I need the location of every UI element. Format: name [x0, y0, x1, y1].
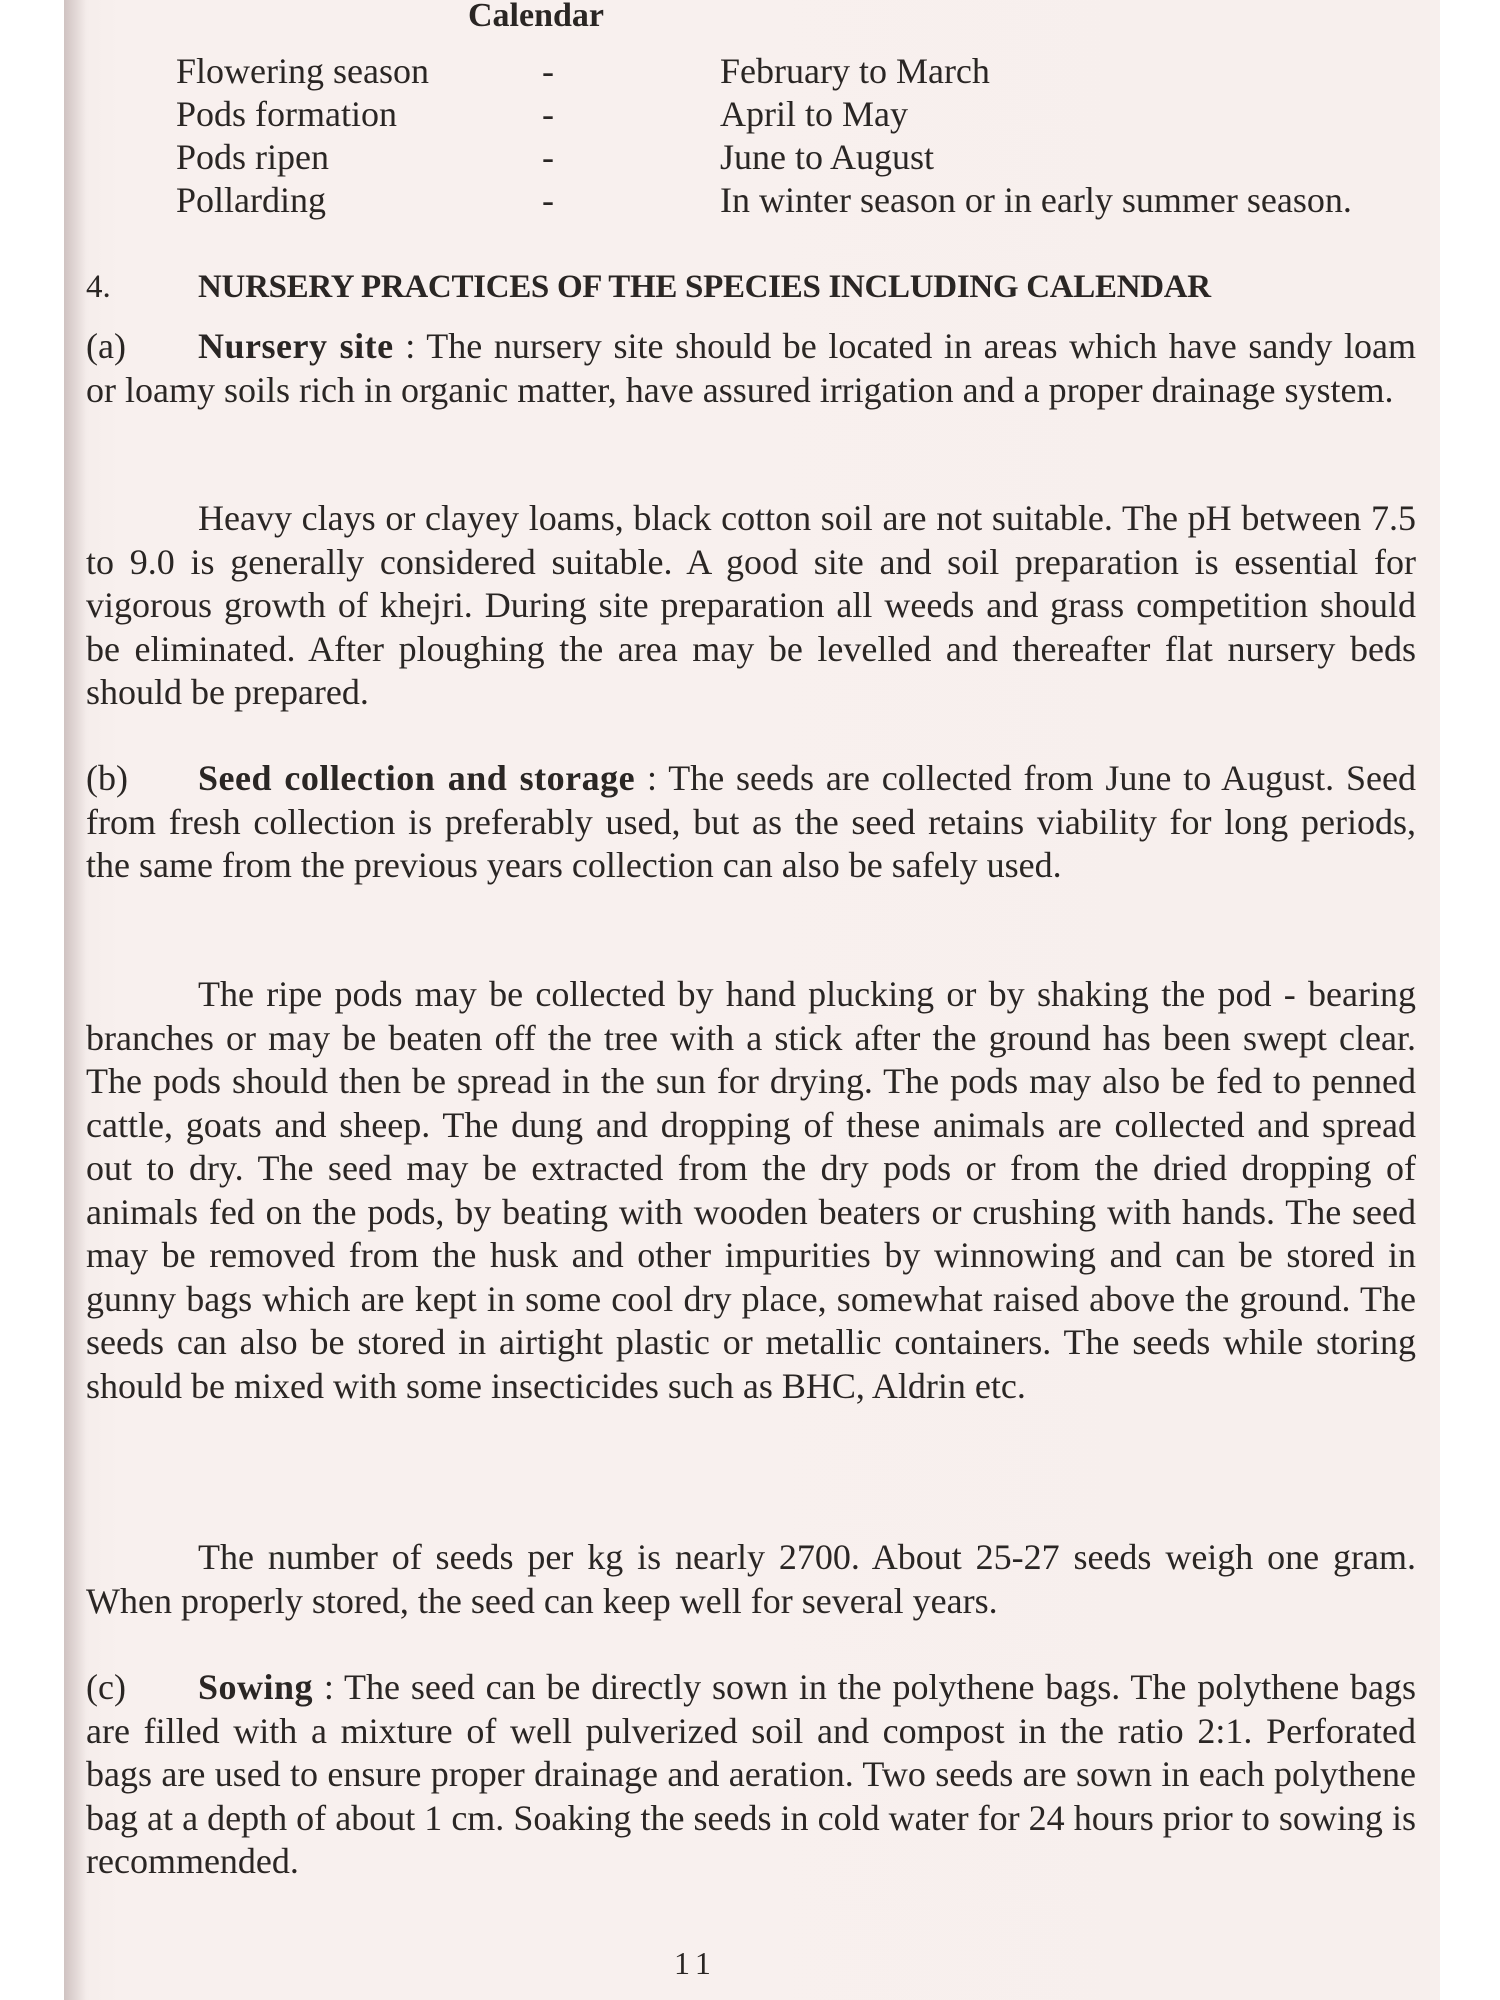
calendar-dash: - — [542, 51, 554, 91]
calendar-label: Pollarding — [176, 180, 326, 220]
calendar-dash: - — [542, 180, 554, 220]
gutter-shadow — [64, 0, 86, 2000]
page-number: 11 — [674, 1945, 717, 1981]
seed-collection-paragraph — [86, 757, 1416, 888]
subsection-letter: (c) — [86, 1667, 126, 1707]
soil-paragraph: Heavy clays or clayey loams, black cotton soil are not suitable. The pH between 7.5 to 9.0 is generally considered suitable. A good site and soil preparation is essential for vigorous growth of khejri. During site preparation all weeds and grass competition should be eliminated. After ploughing the area may be levelled and thereafter flat nursery beds should be prepared. — [86, 498, 1416, 712]
seed-count-paragraph: The number of seeds per kg is nearly 2700. About 25-27 seeds weigh one gram. When properly stored, the seed can keep well for several years. — [86, 1537, 1416, 1621]
calendar-label: Pods ripen — [176, 137, 329, 177]
nursery-site-paragraph — [86, 325, 1416, 412]
subsection-letter: (b) — [86, 758, 128, 798]
calendar-value: In winter season or in early summer season. — [720, 180, 1352, 220]
calendar-dash: - — [542, 94, 554, 134]
sowing-paragraph — [86, 1666, 1416, 1884]
paragraph-text: : The nursery site should be located in areas which have sandy loam or loamy soils rich in organic matter, have assured irrigation and a proper drainage system. — [86, 326, 1416, 410]
subsection-heading: Seed collection and storage — [198, 758, 636, 798]
calendar-dash: - — [542, 137, 554, 177]
pods-paragraph: The ripe pods may be collected by hand plucking or by shaking the pod - bearing branches or may be beaten off the tree with a stick after the ground has been swept clear. The pods should then be spread in the sun for drying. The pods may also be fed to penned cattle, goats and sheep. The dung and dropping of these animals are collected and spread out to dry. The seed may be extracted from the dry pods or from the dried dropping of animals fed on the pods, by beating with wooden beaters or crushing with hands. The seed may be removed from the husk and other impurities by winnowing and can be stored in gunny bags which are kept in some cool dry place, somewhat raised above the ground. The seeds can also be stored in airtight plastic or metallic containers. The seeds while storing should be mixed with some insecticides such as BHC, Aldrin etc. — [86, 974, 1416, 1406]
calendar-title: Calendar — [468, 0, 604, 34]
calendar-label: Flowering season — [176, 51, 429, 91]
calendar-value: April to May — [720, 94, 908, 134]
subsection-letter: (a) — [86, 326, 126, 366]
calendar-value: February to March — [720, 51, 990, 91]
subsection-heading: Nursery site — [198, 326, 394, 366]
paragraph-text: : The seed can be directly sown in the polythene bags. The polythene bags are filled with a mixture of well pulverized soil and compost in the ratio 2:1. Perforated bags are used to ensure proper drainage and aeration. Two seeds are sown in each polythene bag at a depth of about 1 cm. Soaking the seeds in cold water for 24 hours prior to sowing is recommended. — [86, 1667, 1416, 1881]
paragraph-text: : The seeds are collected from June to August. Seed from fresh collection is preferably used, but as the seed retains viability for long periods, the same from the previous years collection can also be safely used. — [86, 758, 1417, 885]
calendar-value: June to August — [720, 137, 935, 177]
calendar-label: Pods formation — [176, 94, 397, 134]
book-page — [64, 0, 1440, 2000]
subsection-heading: Sowing — [198, 1667, 314, 1707]
section-number: 4. — [86, 269, 111, 305]
section-title: NURSERY PRACTICES OF THE SPECIES INCLUDING CALENDAR — [198, 269, 1211, 305]
